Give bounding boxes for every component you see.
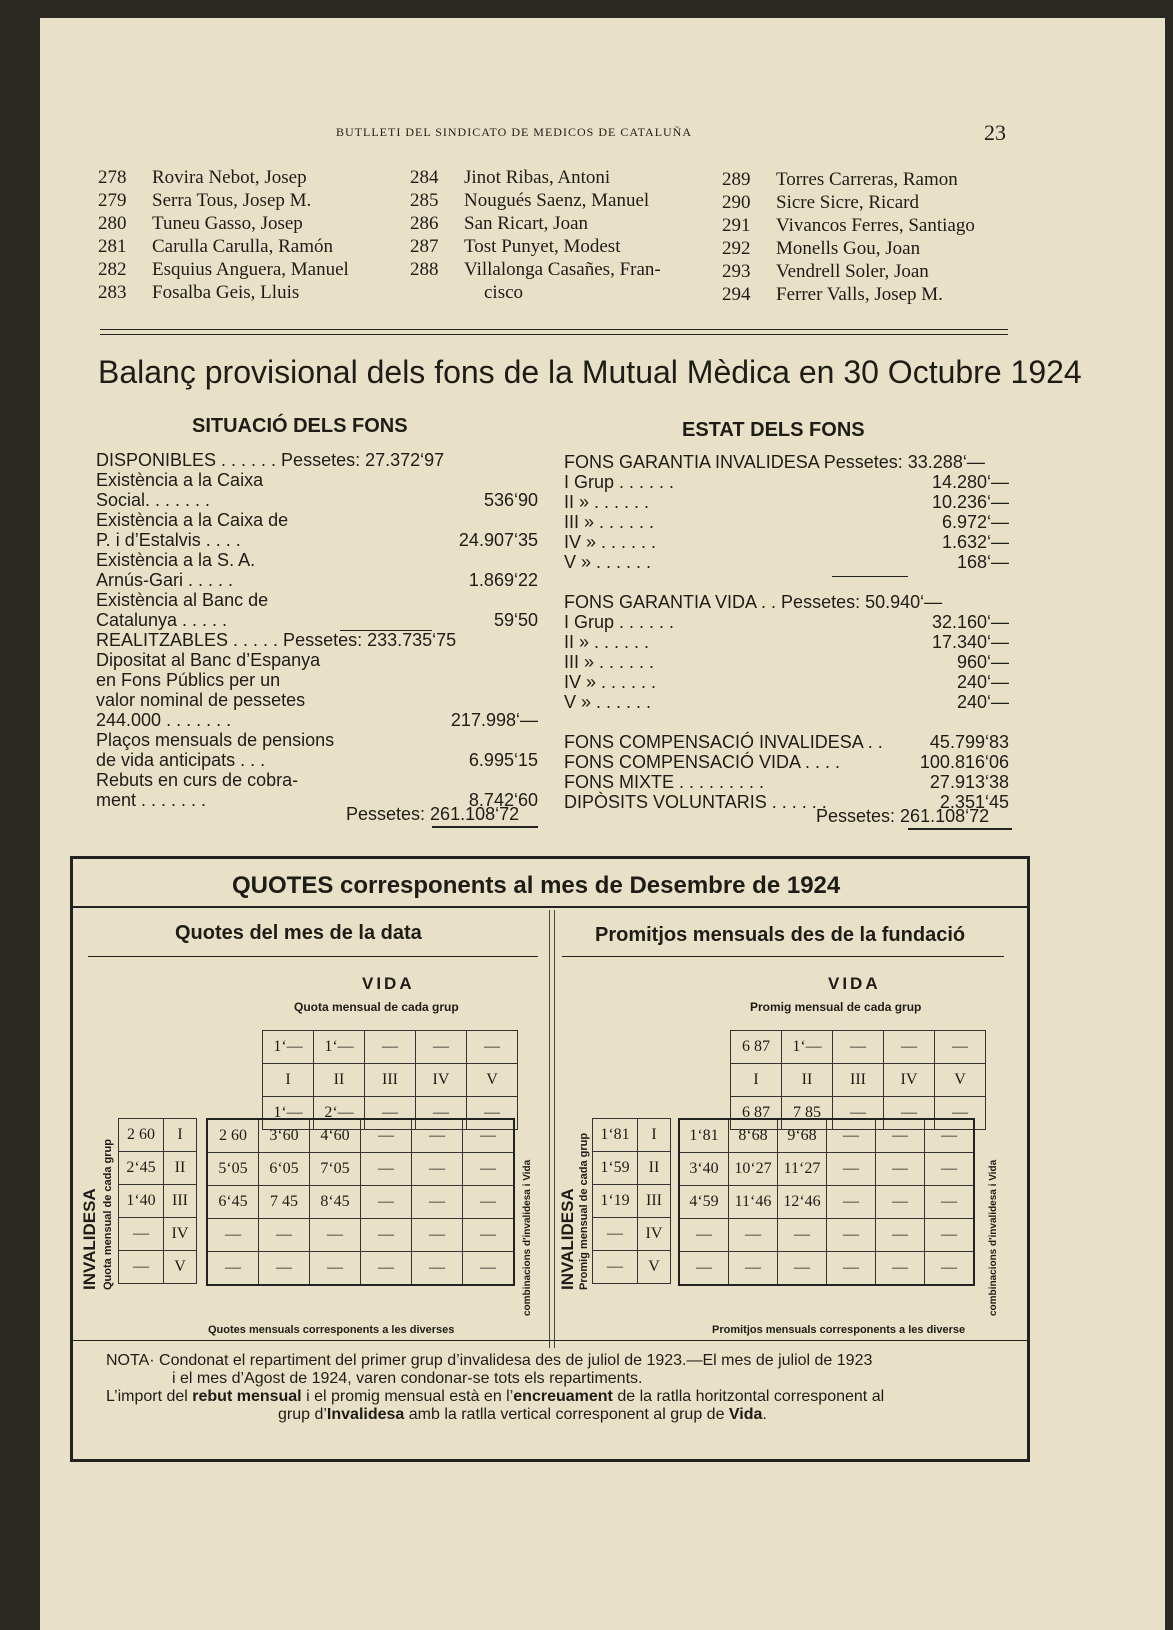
balance-line: I Grup . . . . . . 14.280‘—: [564, 472, 1009, 492]
table-row: 1‘81 I: [593, 1119, 671, 1152]
balance-line: II » . . . . . . 10.236‘—: [564, 492, 1009, 512]
note-label: NOTA·: [106, 1352, 155, 1369]
list-item: 293 Vendrell Soler, Joan: [722, 261, 929, 282]
table-row: 1‘59 II: [593, 1152, 671, 1185]
situacio-fons: [96, 450, 538, 810]
balance-title: Balanç provisional dels fons de la Mutual Mèdica en 30 Octubre 1924: [98, 354, 1082, 390]
balance-line: valor nominal de pessetes: [96, 690, 306, 710]
balance-line: en Fons Públics per un: [96, 670, 281, 690]
table-row: — — — — — —: [207, 1252, 514, 1286]
vida-sublabel: Quota mensual de cada grup: [294, 1000, 459, 1014]
balance-line: FONS GARANTIA INVALIDESA Pessetes: 33.288‘—: [564, 452, 985, 472]
balance-line: REALITZABLES . . . . . Pessetes: 233.735‘75: [96, 630, 457, 650]
note-line-4: grup d’Invalidesa amb la ratlla vertical corresponent al grup de Vida.: [278, 1406, 767, 1423]
table-row: 1‘19 III: [593, 1185, 671, 1218]
balance-line: FONS MIXTE . . . . . . . . . 27.913‘38: [564, 772, 1009, 792]
balance-line: P. i d’Estalvis . . . . 24.907‘35: [96, 530, 538, 550]
divider: [88, 956, 538, 957]
balance-line: FONS GARANTIA VIDA . . Pessetes: 50.940‘—: [564, 592, 943, 612]
table-row: 6 87 7 85 — — —: [731, 1097, 986, 1130]
note-line-2: i el mes d’Agost de 1924, varen condonar-se tots els repartiments.: [172, 1370, 643, 1387]
quotes-title: QUOTES corresponents al mes de Desembre de 1924: [232, 872, 841, 899]
balance-line: de vida anticipats . . . 6.995‘15: [96, 750, 538, 770]
balance-line: Existència a la Caixa de: [96, 510, 289, 530]
balance-line: ment . . . . . . . 8.742‘60: [96, 790, 538, 810]
note: [106, 1352, 884, 1424]
note-line-3: L’import del rebut mensual i el promig mensual està en l’encreuament de la ratlla horitzontal corresponent al: [106, 1388, 885, 1405]
list-item: 290 Sicre Sicre, Ricard: [722, 192, 919, 213]
subtotal-rule: [340, 630, 432, 631]
divider: [70, 1340, 1030, 1341]
right-total: Pessetes: 261.108‘72: [816, 806, 990, 826]
balance-line: DISPONIBLES . . . . . . Pessetes: 27.372‘97: [96, 450, 445, 470]
invalidesa-label: INVALIDESA: [80, 1188, 99, 1290]
table-row: 6‘45 7 45 8‘45 — — —: [207, 1186, 514, 1219]
combinations-grid-right: [678, 1118, 975, 1286]
table-row: 1‘40 III: [119, 1185, 197, 1218]
balance-line: III » . . . . . . 6.972‘—: [564, 512, 1009, 532]
column-divider: [549, 910, 550, 1348]
table-row: I II III IV V: [263, 1064, 518, 1097]
vida-label: VIDA: [828, 974, 881, 993]
balance-line: Existència a la Caixa: [96, 470, 264, 490]
vida-label: VIDA: [362, 974, 415, 993]
vida-sublabel: Promig mensual de cada grup: [750, 1000, 922, 1014]
balance-line: [564, 572, 1009, 592]
balance-line: V » . . . . . . 240‘—: [564, 692, 1009, 712]
list-item: 285 Nougués Saenz, Manuel: [410, 190, 650, 211]
list-item: 291 Vivancos Ferres, Santiago: [722, 215, 975, 236]
list-item: 278 Rovira Nebot, Josep: [98, 167, 307, 188]
bottom-label: Quotes mensuals corresponents a les diverses: [208, 1324, 455, 1336]
table-row: 3‘40 10‘27 11‘27 — — —: [679, 1153, 974, 1186]
page: [40, 18, 1165, 1630]
balance-line: [564, 712, 1009, 732]
list-item: 281 Carulla Carulla, Ramón: [98, 236, 333, 257]
left-total: Pessetes: 261.108‘72: [346, 804, 520, 824]
total-rule: [908, 828, 1012, 830]
table-row: 1‘— 1‘— — — —: [263, 1031, 518, 1064]
name-list-col3: [722, 168, 975, 306]
balance-line: FONS COMPENSACIÓ INVALIDESA . . 45.799‘83: [564, 732, 1009, 752]
table-row: — IV: [593, 1218, 671, 1251]
table-row: I II III IV V: [731, 1064, 986, 1097]
subtotal-rule: [832, 576, 908, 577]
balance-line: FONS COMPENSACIÓ VIDA . . . . 100.816‘06: [564, 752, 1009, 772]
combinations-label: combinacions d'invalidesa i Vida: [522, 1159, 533, 1316]
balance-line: Catalunya . . . . . 59‘50: [96, 610, 538, 630]
list-item: 294 Ferrer Valls, Josep M.: [722, 284, 943, 305]
table-row: 2‘45 II: [119, 1152, 197, 1185]
list-item: 280 Tuneu Gasso, Josep: [98, 213, 303, 234]
balance-line: II » . . . . . . 17.340‘—: [564, 632, 1009, 652]
balance-line: Existència a la S. A.: [96, 550, 256, 570]
balance-line: Arnús-Gari . . . . . 1.869‘22: [96, 570, 538, 590]
balance-line: Existència al Banc de: [96, 590, 269, 610]
list-item: 289 Torres Carreras, Ramon: [722, 169, 958, 190]
list-item: 283 Fosalba Geis, Lluis: [98, 282, 300, 303]
combinations-label: combinacions d'invalidesa i Vida: [988, 1159, 999, 1316]
invalidesa-grid-right: [592, 1118, 671, 1284]
divider: [70, 906, 1030, 908]
balance-line: Dipositat al Banc d’Espanya: [96, 650, 321, 670]
bottom-label: Promitjos mensuals corresponents a les diverse: [712, 1324, 966, 1336]
total-rule: [432, 826, 538, 828]
balance-line: Social. . . . . . . 536‘90: [96, 490, 538, 510]
table-row: — V: [593, 1251, 671, 1284]
divider: [100, 334, 1008, 335]
list-item: 282 Esquius Anguera, Manuel: [98, 259, 349, 280]
table-row: 1‘— 2‘— — — —: [263, 1097, 518, 1130]
vida-grid-right: [730, 1030, 986, 1130]
table-row: — — — — — —: [679, 1219, 974, 1252]
name-list-col2: [410, 166, 661, 304]
column-divider: [554, 910, 555, 1348]
table-row: 6 87 1‘— — — —: [731, 1031, 986, 1064]
balance-line: Plaços mensuals de pensions: [96, 730, 335, 750]
list-item: 288 Villalonga Casañes, Fran-: [410, 259, 661, 280]
table-row: 2 60 I: [119, 1119, 197, 1152]
list-item: 286 San Ricart, Joan: [410, 213, 589, 234]
right-quotes-heading: Promitjos mensuals des de la fundació: [595, 924, 966, 946]
table-row: — V: [119, 1251, 197, 1284]
divider: [562, 956, 1004, 957]
list-item: 284 Jinot Ribas, Antoni: [410, 167, 611, 188]
table-row: 1‘81 8‘68 9‘68 — — —: [679, 1119, 974, 1153]
page-number: 23: [984, 120, 1006, 145]
balance-line: IV » . . . . . . 1.632‘—: [564, 532, 1009, 552]
table-row: 2 60 3‘60 4‘60 — — —: [207, 1119, 514, 1153]
running-title: BUTLLETI DEL SINDICATO DE MEDICOS DE CATALUÑA: [336, 125, 693, 139]
divider: [100, 329, 1008, 330]
invalidesa-sublabel: Promig mensual de cada grup: [578, 1132, 590, 1290]
balance-line: I Grup . . . . . . 32.160‘—: [564, 612, 1009, 632]
list-item: 292 Monells Gou, Joan: [722, 238, 921, 259]
note-line-1: Condonat el repartiment del primer grup d’invalidesa des de juliol de 1923.—El mes de juliol de 1923: [159, 1352, 873, 1369]
list-item: 287 Tost Punyet, Modest: [410, 236, 621, 257]
invalidesa-sublabel: Quota mensual de cada grup: [102, 1139, 114, 1290]
balance-line: 244.000 . . . . . . . 217.998‘—: [96, 710, 538, 730]
invalidesa-grid-left: [118, 1118, 197, 1284]
balance-line: III » . . . . . . 960‘—: [564, 652, 1009, 672]
balance-line: Rebuts en curs de cobra-: [96, 770, 299, 790]
vida-grid-left: [262, 1030, 518, 1130]
table-row: — IV: [119, 1218, 197, 1251]
right-heading: ESTAT DELS FONS: [682, 419, 865, 441]
table-row: — — — — — —: [207, 1219, 514, 1252]
table-row: — — — — — —: [679, 1252, 974, 1286]
balance-line: V » . . . . . . 168‘—: [564, 552, 1009, 572]
combinations-grid-left: [206, 1118, 515, 1286]
estat-fons: [564, 452, 1009, 812]
list-item: cisco: [484, 282, 524, 303]
left-quotes-heading: Quotes del mes de la data: [175, 922, 422, 944]
table-row: 4‘59 11‘46 12‘46 — — —: [679, 1186, 974, 1219]
name-list-col1: [98, 166, 349, 304]
balance-line: IV » . . . . . . 240‘—: [564, 672, 1009, 692]
invalidesa-label: INVALIDESA: [558, 1188, 577, 1290]
table-row: 5‘05 6‘05 7‘05 — — —: [207, 1153, 514, 1186]
list-item: 279 Serra Tous, Josep M.: [98, 190, 312, 211]
left-heading: SITUACIÓ DELS FONS: [192, 415, 408, 437]
balance-line: DIPÒSITS VOLUNTARIS . . . . . . 2.351‘45: [564, 792, 1009, 812]
